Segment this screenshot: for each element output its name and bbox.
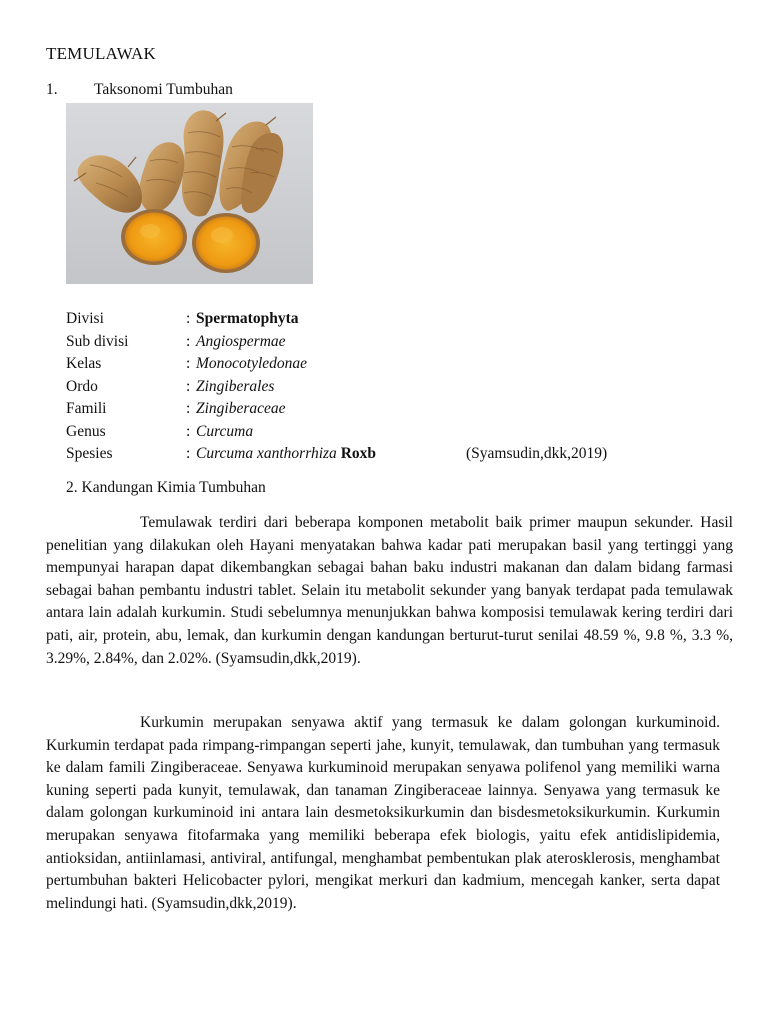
taxonomy-row-divisi: [66, 308, 376, 331]
section-1-title: Taksonomi Tumbuhan: [94, 81, 233, 98]
taxonomy-separator: :: [186, 355, 191, 372]
taxonomy-table: [66, 308, 608, 466]
taxonomy-label: Famili: [66, 400, 107, 417]
document-title: TEMULAWAK: [46, 44, 156, 63]
taxonomy-row-spesies: [66, 443, 608, 466]
taxonomy-label: Genus: [66, 422, 106, 440]
taxonomy-separator: :: [186, 422, 191, 440]
species-name: Curcuma xanthorrhiza: [196, 445, 337, 462]
taxonomy-label: Kelas: [66, 355, 102, 372]
taxonomy-row-kelas: [66, 353, 376, 376]
taxonomy-row-sub-divisi: [66, 331, 376, 354]
taxonomy-row-ordo: [66, 376, 376, 399]
taxonomy-label: Sub divisi: [66, 332, 129, 350]
taxonomy-citation: (Syamsudin,dkk,2019): [466, 445, 608, 462]
taxonomy-value: Angiospermae: [196, 332, 286, 350]
taxonomy-separator: :: [186, 310, 191, 327]
paragraph-1: [46, 512, 733, 670]
taxonomy-row-famili: [66, 398, 376, 421]
taxonomy-separator: :: [186, 332, 191, 350]
temulawak-rhizome-photo: [66, 103, 313, 284]
taxonomy-separator: :: [186, 400, 191, 417]
taxonomy-value: Zingiberales: [196, 377, 275, 395]
taxonomy-value: Spermatophyta: [196, 310, 299, 327]
paragraph-1-text: Temulawak terdiri dari beberapa komponen metabolit baik primer maupun sekunder. Hasil penelitian yang dilakukan oleh Hayani menyatakan bahwa kadar pati merupakan basil yang tertinggi yang mempunyai harapan dapat dikembangkan sebagai bahan baku industri makanan dan dalam bidang farmasi sebagai bahan pembantu industri tablet. Selain itu metabolit sekunder yang banyak terdapat pada temulawak antara lain adalah kurkumin. Studi sebelumnya menunjukkan bahwa komposisi temulawak kering terdiri dari pati, air, protein, abu, lemak, dan kurkumin dengan kandungan berturut-turut senilai 48.59 %, 9.8 %, 3.3 %, 3.29%, 2.84%, dan 2.02%. (Syamsudin,dkk,2019).: [46, 514, 733, 667]
taxonomy-row-genus: [66, 421, 376, 444]
taxonomy-value: Curcuma: [196, 422, 254, 440]
taxonomy-value: Zingiberaceae: [196, 400, 286, 417]
section-1-number: 1.: [46, 81, 58, 98]
species-author: Roxb: [340, 445, 377, 462]
taxonomy-label: Divisi: [66, 310, 104, 327]
taxonomy-value: [196, 443, 376, 466]
section-2-title: 2. Kandungan Kimia Tumbuhan: [66, 479, 266, 496]
paragraph-2-text: Kurkumin merupakan senyawa aktif yang termasuk ke dalam golongan kurkuminoid. Kurkumin terdapat pada rimpang-rimpangan seperti jahe, kunyit, temulawak, dan tumbuhan yang termasuk ke dalam famili Zingiberaceae. Senyawa kurkuminoid merupakan senyawa polifenol yang memiliki warna kuning seperti pada kunyit, temulawak, dan tanaman Zingiberaceae lainnya. Senyawa yang termasuk ke dalam golongan kurkuminoid ini antara lain desmetoksikurkumin dan bisdesmetoksikurkumin. Kurkumin merupakan senyawa fitofarmaka yang memiliki beberapa efek biologis, yaitu efek antidislipidemia, antioksidan, antiinlamasi, antiviral, antifungal, menghambat pembentukan plak aterosklerosis, menghambat pertumbuhan bakteri Helicobacter pylori, mengikat merkuri dan kadmium, mencegah kanker, serta dapat melindungi hati. (Syamsudin,dkk,2019).: [46, 714, 720, 912]
taxonomy-value: Monocotyledonae: [196, 355, 308, 372]
taxonomy-label: Spesies: [66, 445, 113, 462]
paragraph-2: [46, 712, 720, 915]
rhizome-illustration: [66, 103, 313, 284]
taxonomy-label: Ordo: [66, 377, 98, 395]
taxonomy-separator: :: [186, 377, 191, 395]
taxonomy-separator: :: [186, 445, 191, 462]
